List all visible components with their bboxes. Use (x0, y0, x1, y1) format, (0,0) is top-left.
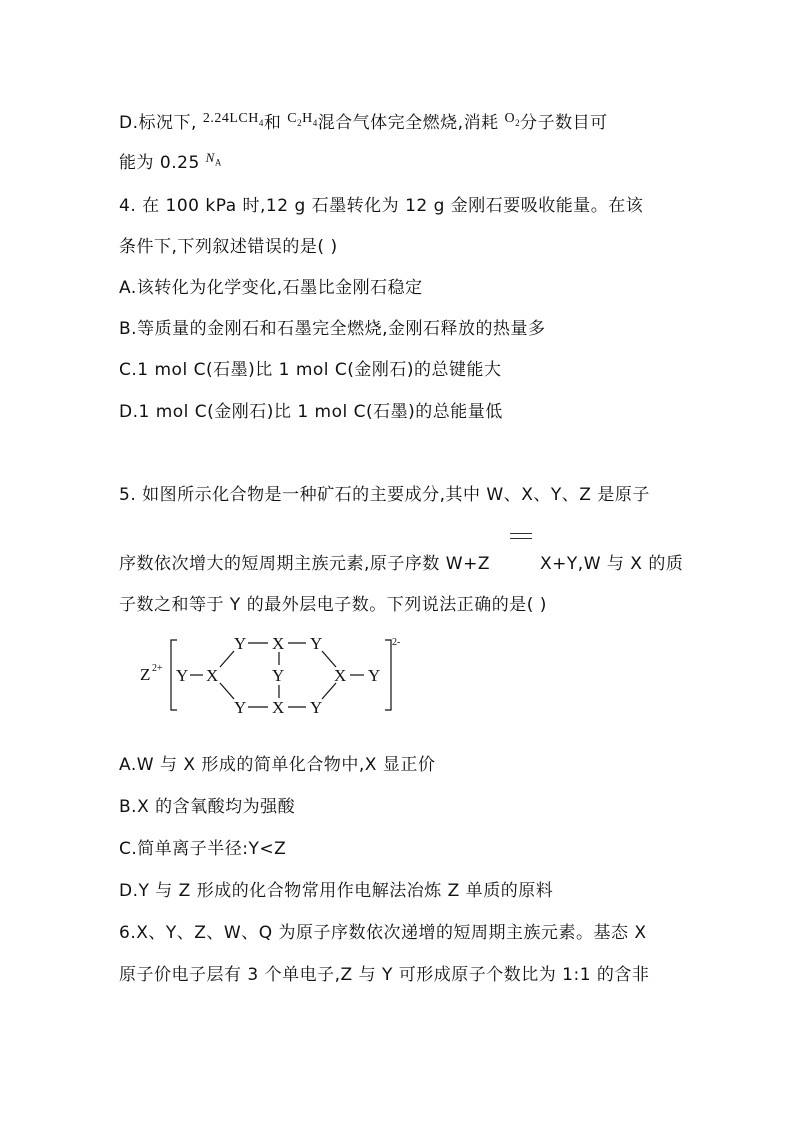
q3-option-d-line1: D.标况下, $^{2.24LCH_4}$和 $^{C_2H_4}$混合气体完全燃烧,消耗 $^{O_2}$分子数目可 (119, 111, 608, 133)
bond (322, 683, 336, 699)
q6-stem-line1: 6.X、Y、Z、W、Q 为原子序数依次递增的短周期主族元素。基态 X (119, 923, 647, 943)
atom-x-left: X (206, 666, 219, 685)
q5-stem-line1: 5. 如图所示化合物是一种矿石的主要成分,其中 W、X、Y、Z 是原子 (119, 485, 650, 505)
atom-y-top-right: Y (310, 634, 323, 653)
q5-option-a: A.W 与 X 形成的简单化合物中,X 显正价 (119, 755, 436, 775)
q4-option-c: C.1 mol C(石墨)比 1 mol C(金刚石)的总键能大 (119, 360, 502, 380)
q5-stem-line2: 序数依次增大的短周期主族元素,原子序数 W+Z X+Y,W 与 X 的质 (119, 554, 684, 574)
atom-y-top-left: Y (234, 634, 247, 653)
q6-stem-line2: 原子价电子层有 3 个单电子,Z 与 Y 可形成原子个数比为 1:1 的含非 (119, 965, 650, 985)
atom-y-left: Y (176, 666, 189, 685)
atom-y-center: Y (272, 666, 285, 685)
cation-charge: 2+ (152, 663, 163, 674)
q4-option-a: A.该转化为化学变化,石墨比金刚石稳定 (119, 278, 423, 298)
q3-option-d-line2: 能为 0.25 $^{N_A}$ (119, 150, 222, 173)
q4-stem-line1: 4. 在 100 kPa 时,12 g 石墨转化为 12 g 金刚石要吸收能量。在该 (119, 196, 644, 216)
atom-y-right: Y (368, 666, 381, 685)
ch4-formula: 2.24LCH4 (202, 111, 264, 128)
q4-option-d: D.1 mol C(金刚石)比 1 mol C(石墨)的总能量低 (119, 402, 503, 422)
atom-y-bottom-left: Y (234, 698, 247, 717)
atom-x-right: X (334, 666, 347, 685)
cation-symbol: Z (140, 665, 151, 684)
q5-option-d: D.Y 与 Z 形成的化合物常用作电解法冶炼 Z 单质的原料 (119, 881, 554, 901)
q5-stem-line3: 子数之和等于 Y 的最外层电子数。下列说法正确的是( ) (119, 595, 547, 615)
q4-stem-line2: 条件下,下列叙述错误的是( ) (119, 237, 338, 257)
anion-charge: 2- (392, 637, 401, 648)
bond (220, 683, 234, 699)
atom-x-bottom: X (272, 698, 285, 717)
q4-option-b: B.等质量的金刚石和石墨完全燃烧,金刚石释放的热量多 (119, 319, 546, 339)
atom-x-top: X (272, 634, 285, 653)
q5-option-c: C.简单离子半径:Y<Z (119, 839, 287, 859)
right-bracket (385, 640, 391, 710)
q5-option-b: B.X 的含氧酸均为强酸 (119, 797, 296, 817)
c2h4-formula: C2H4 (287, 111, 318, 128)
o2-formula: O2 (504, 111, 521, 128)
bond (220, 651, 234, 667)
equals-sign (510, 533, 532, 539)
atom-y-bottom-right: Y (310, 698, 323, 717)
avogadro-symbol: NA (205, 150, 222, 168)
bond (322, 651, 336, 667)
compound-structure-diagram (130, 625, 420, 720)
